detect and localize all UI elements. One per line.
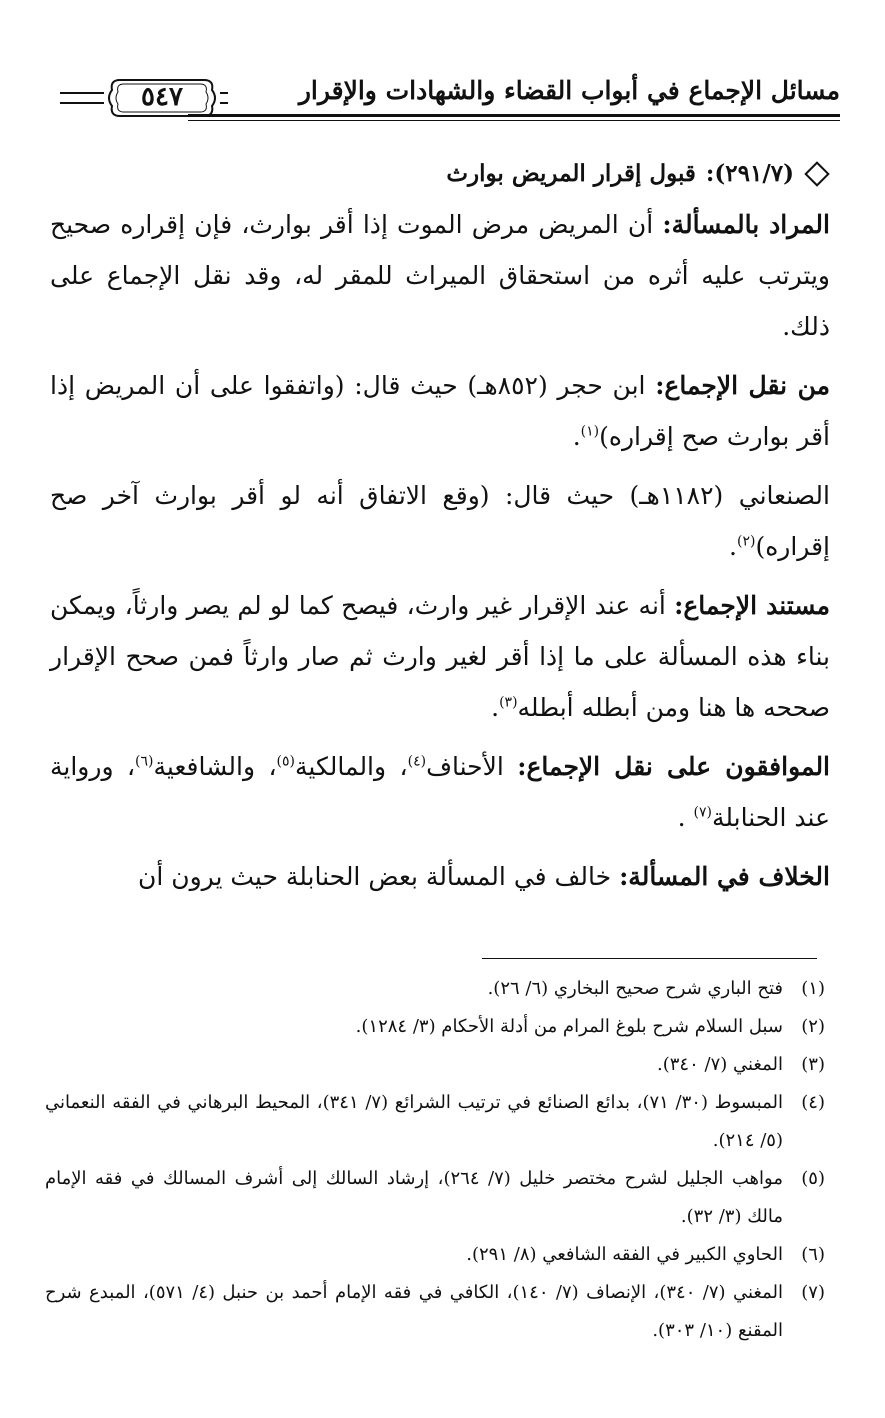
main-text [50, 160, 830, 910]
ornament-lines-left [60, 92, 104, 104]
footnote-item [45, 1236, 825, 1274]
issue-title: قبول إقرار المريض بوارث [446, 160, 696, 187]
paragraph-sanani [50, 470, 830, 572]
paragraph-label: المراد بالمسألة: [662, 210, 830, 239]
paragraph-tail: . [677, 803, 694, 832]
paragraph-tail: ، والمالكية [295, 752, 408, 781]
footnote-number: (٦) [801, 1244, 825, 1265]
paragraph-tail: ، ورواية عند الحنابلة [50, 752, 830, 832]
paragraph-tail: . [729, 532, 737, 561]
paragraph-label: من نقل الإجماع: [655, 371, 830, 400]
paragraph-dispute [50, 851, 830, 902]
footnote-text: الحاوي الكبير في الفقه الشافعي (٨/ ٢٩١). [466, 1244, 783, 1265]
paragraph-tail: ، والشافعية [153, 752, 277, 781]
footnote-text: سبل السلام شرح بلوغ المرام من أدلة الأحكام (٣/ ١٢٨٤). [355, 1016, 783, 1037]
footnote-ref: (٥) [276, 753, 295, 770]
page-header [40, 70, 840, 140]
footnote-item [45, 970, 825, 1008]
footnote-item [45, 1160, 825, 1236]
footnote-number: (٥) [801, 1168, 825, 1189]
footnote-text: مواهب الجليل لشرح مختصر خليل (٧/ ٢٦٤)، إرشاد السالك إلى أشرف المسالك في فقه الإمام مالك (٣/ ٣٢). [45, 1168, 783, 1227]
paragraph-transmitters [50, 360, 830, 462]
footnote-number: (٢) [801, 1016, 825, 1037]
paragraph-text: أن المريض مرض الموت إذا أقر بوارث، فإن إقراره صحيح ويترتب عليه أثره من استحقاق الميراث للمقر له، وقد نقل الإجماع على ذلك. [50, 210, 830, 341]
footnote-text: المغني (٧/ ٣٤٠). [657, 1054, 783, 1075]
issue-number: (٢٩١/٧): [705, 160, 794, 187]
footnote-separator [482, 958, 817, 959]
footnotes [45, 970, 825, 1350]
paragraph-tail: . [491, 693, 500, 722]
footnote-ref: (٧) [693, 804, 712, 821]
paragraph-basis [50, 580, 830, 733]
footnote-number: (١) [801, 978, 825, 999]
footnote-ref: (١) [580, 423, 600, 440]
paragraph-text: ابن حجر (٨٥٢هـ) حيث قال: (واتفقوا على أن المريض إذا أقر بوارث صح إقراره) [50, 371, 830, 451]
footnote-text: فتح الباري شرح صحيح البخاري (٦/ ٢٦). [487, 978, 783, 999]
paragraph-label: الموافقون على نقل الإجماع: [517, 752, 831, 781]
footnote-text: المغني (٧/ ٣٤٠)، الإنصاف (٧/ ١٤٠)، الكافي في فقه الإمام أحمد بن حنبل (٤/ ٥٧١)، المبدع شرح المقنع (١٠/ ٣٠٣). [45, 1282, 783, 1341]
paragraph-text: أنه عند الإقرار غير وارث، فيصح كما لو لم يصر وارثاً، ويمكن بناء هذه المسألة على ما إذا أقر لغير وارث ثم صار وارثاً فمن صحح الإقرار صححه ها هنا ومن أبطله أبطله [50, 591, 830, 722]
footnote-item [45, 1274, 825, 1350]
page-number: ٥٤٧ [141, 82, 183, 112]
footnote-text: المبسوط (٣٠/ ٧١)، بدائع الصنائع في ترتيب الشرائع (٧/ ٣٤١)، المحيط البرهاني في الفقه النعماني (٥/ ٢١٤). [45, 1092, 783, 1151]
footnote-number: (٣) [801, 1054, 825, 1075]
paragraph-text: الصنعاني (١١٨٢هـ) حيث قال: (وقع الاتفاق أنه لو أقر بوارث آخر صح إقراره) [50, 481, 830, 561]
paragraph-label: الخلاف في المسألة: [619, 862, 830, 891]
footnote-ref: (٤) [407, 753, 427, 770]
footnote-item [45, 1046, 825, 1084]
paragraph-agreeing [50, 741, 830, 843]
paragraph-text: خالف في المسألة بعض الحنابلة حيث يرون أن [138, 862, 620, 891]
footnote-number: (٧) [801, 1282, 825, 1303]
paragraph-text: الأحناف [426, 752, 518, 781]
footnote-item [45, 1084, 825, 1160]
paragraph-tail: . [572, 422, 581, 451]
footnote-ref: (٣) [499, 694, 518, 711]
footnote-ref: (٦) [135, 753, 154, 770]
page-number-frame [106, 74, 218, 122]
footnote-ref: (٢) [736, 533, 756, 550]
running-title: مسائل الإجماع في أبواب القضاء والشهادات والإقرار [298, 76, 840, 105]
header-rule-thin [188, 120, 840, 121]
footnote-item [45, 1008, 825, 1046]
diamond-bullet-icon [804, 161, 829, 186]
issue-heading [50, 160, 830, 187]
footnote-number: (٤) [801, 1092, 825, 1113]
ornament-lines-right [220, 92, 228, 104]
paragraph-label: مستند الإجماع: [674, 591, 830, 620]
paragraph-meaning [50, 199, 830, 352]
header-rule [188, 114, 840, 117]
